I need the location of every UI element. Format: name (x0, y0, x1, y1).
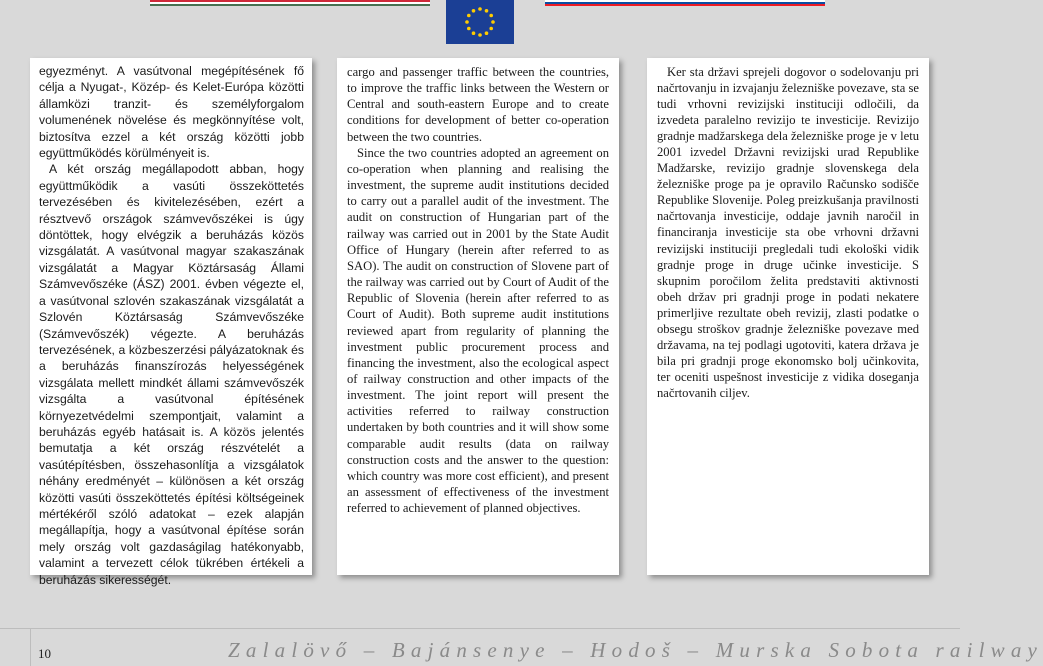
slovenian-text-column (647, 58, 929, 575)
paragraph: Ker sta državi sprejeli dogovor o sodelovanju pri načrtovanju in izvajanju železniške povezave, sta se tudi vrhovni revizijski instituciji odločili, da izvedeta paralelno revizijo te investicije. Revizijo gradnje madžarskega dela železniške proge je v letu 2001 izvedel Državni revizijski urad Republike Madžarske, revizijo gradnje slovenskega dela železniške proge pa je opravilo Računsko sodišče Republike Slovenije. Poleg preizkušanja pravilnosti načrtovanja investicije, oddaje javnih naročil in financiranja investicije sta obe vrhovni državni revizijski instituciji pregledali tudi ekološki vidik gradnje proge in druge učinke investicije. S skupnim poročilom želita predstaviti aktivnosti obeh držav pri gradnji proge in podati nekatere primerljive rezultate obeh revizij, zlasti podatke o obsegu stroškov gradnje železniške povezave med državama, na tej podlagi ugotoviti, katera država je bila pri gradnji proge ekonomsko bolj učinkovita, ter oceniti uspešnost investicije z vidika doseganja načrtovanih ciljev. (657, 65, 919, 400)
si-flag-red-stripe (545, 4, 825, 6)
paragraph: A két ország megállapodott abban, hogy együttműködik a vasúti összeköttetés tervezésében és kivitelezésében, ezért a résztvevő országok számvevőszékei is úgy döntöttek, hogy elvégzik a beruházás közös vizsgálatát. A vasútvonal magyar szakaszának vizsgálatát a Magyar Köztársaság Állami Számvevőszéke (ÁSZ) 2001. évben végezte el, a vasútvonal szlovén szakaszának vizsgálatát a Szlovén Köztársaság Számvevőszéke (Számvevőszék) végezte. A beruházás tervezésének, a közbeszerzési pályázatoknak és a beruházás finanszírozás helyességének vizsgálata mellett mindkét állami számvevőszék vizsgálta a vasútvonal építésének környezetvédelmi szempontjait, valamint a beruházás egyéb hatásait is. A közös jelentés bemutatja a két ország részvételét a vasútépítésben, összehasonlítja a vizsgálatok néhány eredményét – különösen a két ország közötti vasúti összeköttetés építési költségeinek mértékéről szóló adatokat – ezek alapján megállapítja, hogy a vasútvonal építése során mely ország volt gazdaságilag hatékonyabb, valamint a tervezett célok tükrében értékeli a beruházás sikerességét. (39, 162, 304, 587)
eu-flag-icon (446, 0, 514, 44)
eu-stars-icon (446, 0, 514, 44)
page-number: 10 (38, 646, 51, 661)
hungarian-text (30, 58, 312, 588)
footer-title: Zalalövő – Bajánsenye – Hodoš – Murska Sobota railway (228, 638, 1043, 662)
footer-tick (30, 628, 31, 666)
slovenian-flag-strip (545, 0, 825, 6)
paragraph: cargo and passenger traffic between the countries, to improve the traffic links between the Western or Central and south-eastern Europe and to create conditions for development of better co-operation between the two countries. (347, 65, 609, 144)
paragraph: egyezményt. A vasútvonal megépítésének fő célja a Nyugat-, Közép- és Kelet-Európa közötti államközi tranzit- és személyforgalom volumenének növelése és megkönnyítése volt, biztosítva ezzel a két ország közötti jobb együttműködés körülményeit is. (39, 64, 304, 161)
hungarian-text-column (30, 58, 312, 587)
footer-divider (0, 628, 960, 629)
english-text (337, 58, 619, 516)
paragraph: Since the two countries adopted an agreement on co-operation when planning and realising the investment, the supreme audit institutions decided to carry out a parallel audit of the investment. The audit on construction of Hungarian part of the railway was carried out in 2001 by the State Audit Office of Hungary (herein after referred to as SAO). The audit on construction of Slovene part of the railway was carried out by Court of Audit of the Republic of Slovenia (herein after referred to as Court of Audit). Both supreme audit institutions reviewed apart from regularity of planning the investment public procurement process and financing the investment, also the ecological aspect of railway construction and other impacts of the investment. The joint report will present the activities referred to railway construction undertaken by both countries and it will show some comparable audit results (data on railway construction costs and the answer to the question: which country was more cost efficient), and present an assessment of effectiveness of the investment referred to achievement of planned objectives. (347, 145, 609, 516)
hungarian-flag-strip (150, 0, 430, 6)
hu-flag-green-stripe (150, 4, 430, 6)
english-text-column (337, 58, 619, 575)
slovenian-text (647, 58, 929, 401)
